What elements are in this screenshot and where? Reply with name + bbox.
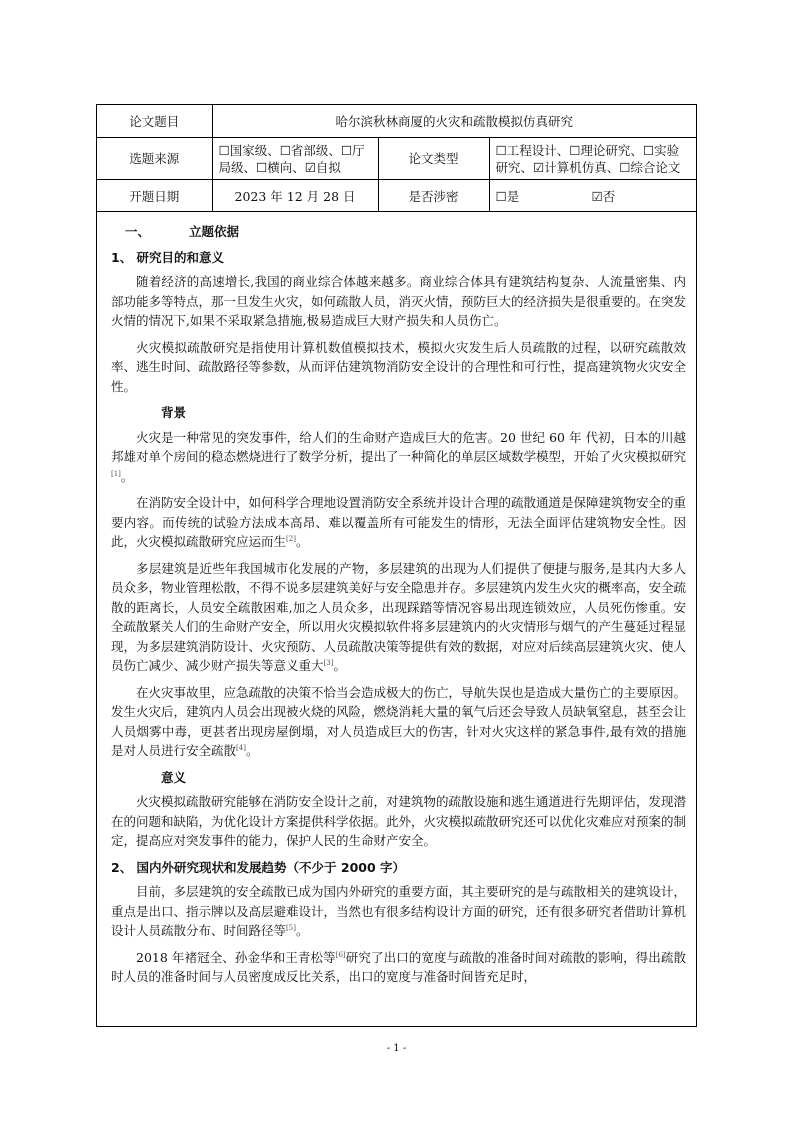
paragraph: 火灾模拟疏散研究是指使用计算机数值模拟技术，模拟火灾发生后人员疏散的过程，以研究疏散效率、逃生时间、疏散路径等参数，从而评估建筑物消防安全设计的合理性和可行性，提高建筑物火灾安全性。	[111, 339, 687, 394]
secret-label: 是否涉密	[378, 180, 489, 212]
paragraph-end: 。	[295, 534, 309, 549]
paragraph-text: 火灾是一种常见的突发事件，给人们的生命财产造成巨大的危害。20 世纪 60 年 代初，日本的川越邦雄对单个房间的稳态燃烧进行了数学分析，提出了一种简化的单层区域数学模型，开始了火灾模拟研究	[111, 429, 687, 464]
proposal-frame	[96, 104, 697, 1027]
background-heading: 背景	[161, 405, 187, 420]
type-value: ☐工程设计、☐理论研究、☐实验研究、☑计算机仿真、☐综合论文	[489, 138, 696, 180]
paragraph	[111, 683, 686, 761]
paragraph: 随着经济的高速增长,我国的商业综合体越来越多。商业综合体具有建筑结构复杂、人流量密集、内部功能多等特点，那一旦发生火灾，如何疏散人员，消灭火情，预防巨大的经济损失是很重要的。在突发火情的情况下,如果不采取紧急措施,极易造成巨大财产损失和人员伤亡。	[111, 274, 687, 328]
paragraph-end: 。	[120, 468, 134, 484]
title-value: 哈尔滨秋林商厦的火灾和疏散模拟仿真研究	[212, 105, 696, 138]
date-value: 2023 年 12 月 28 日	[212, 180, 378, 212]
citation-ref: [1]	[111, 469, 121, 478]
secret-no-option: ☑否	[591, 188, 616, 204]
paragraph-end: 。	[245, 743, 259, 758]
citation-ref: [3]	[323, 658, 334, 667]
section-number: 一、	[125, 224, 151, 239]
proposal-info-table	[97, 105, 696, 212]
citation-ref: [4]	[236, 743, 246, 752]
section-heading	[125, 222, 686, 242]
paragraph	[111, 882, 686, 941]
date-row	[97, 180, 696, 212]
subsection-purpose-heading: 1、 研究目的和意义	[111, 249, 225, 265]
subsection-status-heading: 2、 国内外研究现状和发展趋势（不少于 2000 字）	[111, 859, 406, 875]
source-row	[97, 138, 696, 180]
paragraph-text: 目前，多层建筑的安全疏散已成为国内外研究的重要方面，其主要研究的是与疏散相关的建筑设计，重点是出口、指示牌以及高层避难设计，当然也有很多结构设计方面的研究，还有很多研究者借助计算机设计人员疏散分布、时间路径等	[111, 884, 687, 938]
source-value: ☐国家级、☐省部级、☐厅局级、☐横向、☑自拟	[212, 138, 378, 180]
paragraph-text: 研究了出口的宽度与疏散的准备时间对疏散的影响，得出疏散时人员的准备时间与人员密度成反比关系，出口的宽度与准备时间皆充足时，	[111, 949, 686, 984]
paragraph: 火灾模拟疏散研究能够在消防安全设计之前，对建筑物的疏散设施和逃生通道进行先期评估，发现潜在的问题和缺陷，为优化设计方案提供科学依据。此外，火灾模拟疏散研究还可以优化灾难应对预案的制定，提高应对突发事件的能力，保护人民的生命财产安全。	[111, 794, 687, 848]
secret-value	[489, 180, 696, 212]
source-label: 选题来源	[97, 138, 212, 180]
type-label: 论文类型	[378, 138, 489, 180]
paragraph	[111, 493, 686, 552]
paragraph-text: 在火灾事故里，应急疏散的决策不恰当会造成极大的伤亡，导航失误也是造成大量伤亡的主要原因。发生火灾后，建筑内人员会出现被火烧的风险，燃烧消耗大量的氧气后还会导致人员缺氧窒息，甚至会让人员烟雾中毒，更甚者出现房屋倒塌，对人员造成巨大的伤害，针对火灾这样的紧急事件,最有效的措施是对人员进行安全疏散	[111, 684, 687, 758]
paragraph	[111, 948, 686, 987]
date-label: 开题日期	[97, 180, 212, 212]
section-title: 立题依据	[189, 224, 240, 239]
citation-ref: [6]	[335, 950, 346, 959]
secret-yes-option: ☐是	[495, 188, 520, 204]
proposal-body	[97, 212, 696, 987]
citation-ref: [2]	[286, 534, 296, 543]
meaning-heading: 意义	[161, 769, 187, 785]
paragraph-text: 2018 年褚冠全、孙金华和王青松等	[136, 949, 336, 965]
paragraph-end: 。	[295, 923, 309, 938]
paragraph-text: 在消防安全设计中，如何科学合理地设置消防安全系统并设计合理的疏散通道是保障建筑物安全的重要内容。而传统的试验方法成本高昂、难以覆盖所有可能发生的情形，无法全面评估建筑物安全性。因此，火灾模拟疏散研究应运而生	[111, 495, 687, 549]
citation-ref: [5]	[286, 923, 296, 932]
paragraph-text: 多层建筑是近些年我国城市化发展的产物，多层建筑的出现为人们提供了便捷与服务,是其内大多人员众多，物业管理松散，不得不说多层建筑美好与安全隐患并存。多层建筑内发生火灾的概率高，安全疏散的距离长，人员安全疏散困难,加之人员众多，出现踩踏等情况容易出现连锁效应，人员死伤惨重。安全疏散紧关人们的生命财产安全，所以用火灾模拟软件将多层建筑内的火灾情形与烟气的产生蔓延过程显现，为多层建筑消防设计、火灾预防、人员疏散决策等提供有效的数据，对应对后续高层建筑火灾、使人员伤亡减少、减少财产损失等意义重大	[111, 560, 687, 673]
paragraph	[111, 428, 686, 487]
paragraph-end: 。	[333, 658, 346, 673]
title-label: 论文题目	[97, 105, 212, 138]
page-number: - 1 -	[386, 1043, 407, 1054]
paragraph	[111, 559, 686, 676]
title-row	[97, 105, 696, 138]
